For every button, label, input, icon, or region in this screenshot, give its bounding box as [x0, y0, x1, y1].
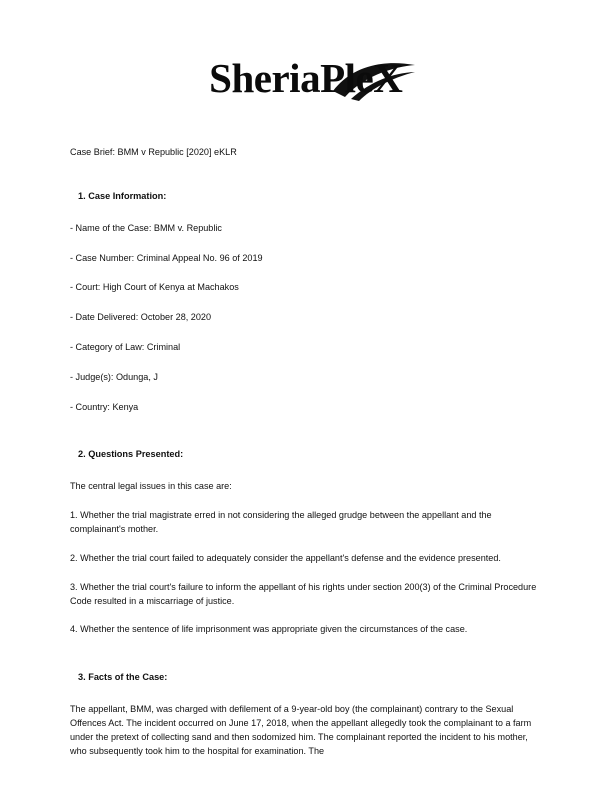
question-item-4: 4. Whether the sentence of life imprisonment was appropriate given the circumstances of the case.: [70, 624, 468, 635]
questions-intro: The central legal issues in this case are:: [70, 481, 232, 492]
case-brief-title: Case Brief: BMM v Republic [2020] eKLR: [70, 147, 237, 157]
question-item-1: 1. Whether the trial magistrate erred in not considering the alleged grudge between the appellant and the complainant's mother.: [70, 510, 492, 535]
case-info-date-delivered: - Date Delivered: October 28, 2020: [70, 312, 212, 323]
document-body: [70, 120, 542, 758]
section-heading-facts-of-the-case: 3. Facts of the Case:: [78, 672, 168, 683]
case-info-name: - Name of the Case: BMM v. Republic: [70, 222, 222, 233]
case-info-judges: - Judge(s): Odunga, J: [70, 371, 158, 382]
section-heading-questions-presented: 2. Questions Presented:: [78, 449, 184, 460]
question-item-3: 3. Whether the trial court's failure to inform the appellant of his rights under section 200(3) of the Criminal Procedure Code resulted in a miscarriage of justice.: [70, 581, 537, 606]
section-heading-case-information: 1. Case Information:: [78, 190, 167, 201]
logo-text: SheriaPle: [209, 55, 374, 101]
case-info-number: - Case Number: Criminal Appeal No. 96 of 2019: [70, 252, 263, 263]
facts-paragraph: The appellant, BMM, was charged with defilement of a 9-year-old boy (the complainant) contrary to the Sexual Offences Act. The incident occurred on June 17, 2018, when the appellant allegedly took the complainant to a farm under the pretext of collecting sand and then sodomized him. The complainant reported the incident to his mother, who subsequently took him to the hospital for examination. The: [70, 704, 532, 756]
case-info-court: - Court: High Court of Kenya at Machakos: [70, 282, 239, 293]
logo-header: [70, 0, 542, 120]
question-item-2: 2. Whether the trial court failed to adequately consider the appellant's defense and the evidence presented.: [70, 552, 501, 563]
case-info-category: - Category of Law: Criminal: [70, 342, 181, 353]
case-info-country: - Country: Kenya: [70, 401, 139, 412]
brand-logo: [209, 55, 403, 101]
logo-text-x: X: [373, 55, 403, 101]
